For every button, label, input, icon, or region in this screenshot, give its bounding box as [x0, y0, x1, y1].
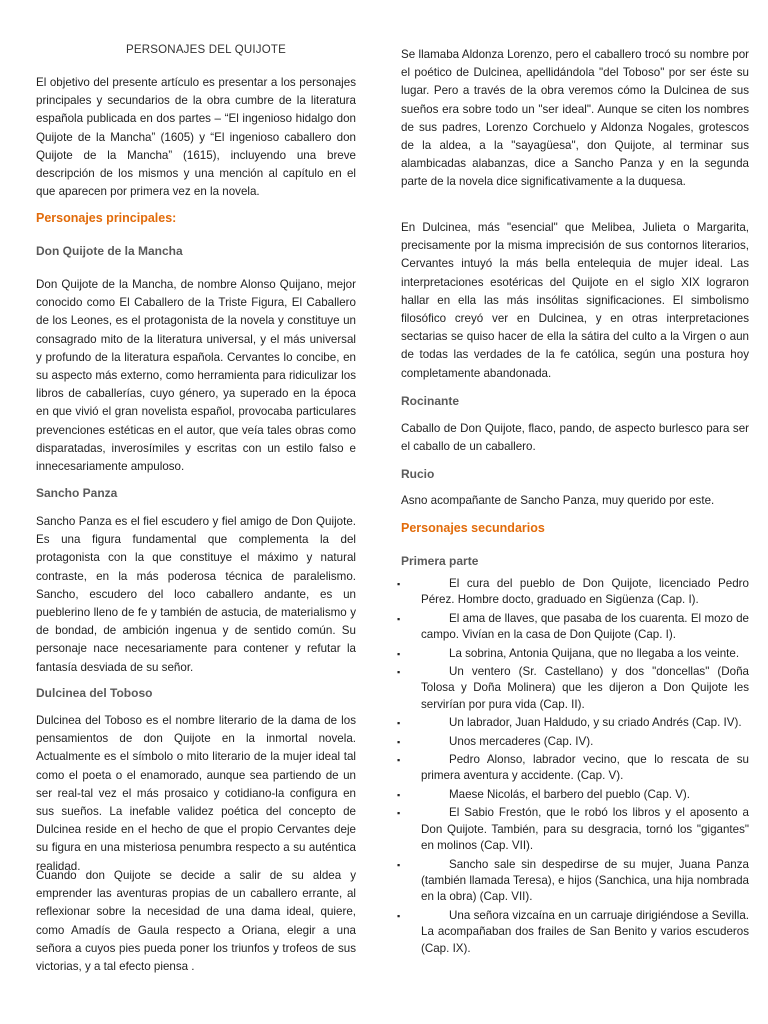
- bullet-icon: ▪: [397, 718, 401, 729]
- dulcinea-paragraph-1: Dulcinea del Toboso es el nombre literario de la dama de los pensamientos de don Quijote en la inmortal novela. Actualmente es el símbolo o mito literario de la mujer ideal tal como el poeta o el enamorado, aunque sea partiendo de un ser real-tal vez el más prosaico y cotidiano-la configura en sus sueños. La inefable validez poética del concepto de Dulcinea reside en el hecho de que el propio Cervantes deje su figura en una misteriosa penumbra respecto a su auténtica realidad.: [36, 714, 356, 873]
- bullet-icon: ▪: [397, 789, 401, 800]
- list-item: ▪ La sobrina, Antonia Quijana, que no llegaba a los veinte.: [401, 646, 749, 662]
- bullet-icon: ▪: [397, 648, 401, 659]
- intro-paragraph: El objetivo del presente artículo es presentar a los personajes principales y secundarios de la obra cumbre de la literatura española publicada en dos partes – “El ingenioso hidalgo don Quijote de la Mancha” (1605) y “El ingenioso caballero don Quijote de la Mancha” (1615), incluyendo una breve descripción de los mismos y una mención al capítulo en el que aparecen por primera vez en la novela.: [36, 76, 356, 199]
- sancho-paragraph: Sancho Panza es el fiel escudero y fiel amigo de Don Quijote. Es una figura fundamental que complementa la del protagonista con la que constituye el máximo y natural contraste, en la más poderosa técnica de paralelismo. Sancho, escudero del loco caballero andante, es un pueblerino lleno de fe y también de astucia, de materialismo y de bondad, de ambición ingenua y de sentido común. Su personaje nace necesariamente para contener y refutar la fantasía desviada de su señor.: [36, 515, 356, 674]
- list-item: ▪ El ama de llaves, que pasaba de los cuarenta. El mozo de campo. Vivían en la casa de Don Quijote (Cap. I).: [397, 611, 749, 642]
- list-item: ▪ Maese Nicolás, el barbero del pueblo (Cap. V).: [401, 787, 749, 803]
- list-item: ▪ El cura del pueblo de Don Quijote, licenciado Pedro Pérez. Hombre docto, graduado en Sigüenza (Cap. I).: [397, 577, 749, 607]
- sancho-heading: Sancho Panza: [36, 486, 118, 500]
- list-item: ▪ El Sabio Frestón, que le robó los libros y el aposento a Don Quijote. También, para su desgracia, tornó los "gigantes" en molinos (Cap. VII).: [397, 806, 749, 853]
- list-item: ▪ Un labrador, Juan Haldudo, y su criado Andrés (Cap. IV).: [401, 715, 749, 731]
- quijote-paragraph: Don Quijote de la Mancha, de nombre Alonso Quijano, mejor conocido como El Caballero de la Triste Figura, El Caballero de los Leones, es el protagonista de la novela y constituye un consagrado mito de la literatura universal, y el más universal y profundo de la literatura española. Cervantes lo concibe, en su aspecto más externo, como herramienta para ridiculizar los libros de caballerías, cuyo género, ya superado en la época en que vivió el gran novelista español, provocaba particulares prevenciones estéticas en el autor, que veía tales obras como disparatadas, inverosímiles y escritas con un estilo falso e innecesariamente ampuloso.: [36, 278, 356, 474]
- list-item: ▪ Sancho sale sin despedirse de su mujer, Juana Panza (también llamada Teresa), e hijos (Sanchica, una hija nombrada en la obra) (Cap. VII).: [397, 857, 749, 904]
- bullet-icon: ▪: [397, 755, 401, 766]
- bullet-icon: ▪: [397, 613, 401, 624]
- dulcinea-paragraph-3: Se llamaba Aldonza Lorenzo, pero el caballero trocó su nombre por el poético de Dulcinea, apellidándola "del Toboso" por ser éste su lugar. Pero a través de la obra veremos cómo la Dulcinea de sus sueños era sobre todo un "ser ideal". Aunque se citen los nombres de sus padres, Lorenzo Corchuelo y Aldonza Nogales, grotescos de la aldea, a la "sayagüesa", don Quijote, al terminar sus alambicadas alabanzas, dice a Sancho Panza y en la segunda parte de la novela dice significativamente a la duquesa.: [401, 48, 749, 189]
- list-item: ▪ Una señora vizcaína en un carruaje dirigiéndose a Sevilla. La acompañaban dos frailes de San Benito y varios escuderos (Cap. IX).: [397, 908, 749, 955]
- dulcinea-heading: Dulcinea del Toboso: [36, 686, 153, 700]
- first-part-heading: Primera parte: [401, 554, 479, 568]
- main-characters-heading: Personajes principales:: [36, 211, 177, 225]
- bullet-icon: ▪: [397, 736, 401, 747]
- dulcinea-paragraph-4: En Dulcinea, más "esencial" que Melibea, Julieta o Margarita, precisamente por la misma imprecisión de sus contornos literarios, Cervantes intuyó la más bella entelequia de mujer ideal. Las interpretaciones esotéricas del Quijote en el siglo XIX lograron hallar en ella las más insólitas significaciones. El simbolismo filosófico creyó ver en Dulcinea, y en otras interpretaciones sectarias se quiso hacer de ella la sátira del culto a la Virgen o aun de todas las verdades de la fe católica, según una postura hoy completamente abandonada.: [401, 221, 749, 380]
- list-item: ▪ Unos mercaderes (Cap. IV).: [401, 734, 749, 750]
- page-title: PERSONAJES DEL QUIJOTE: [126, 44, 286, 56]
- dulcinea-paragraph-2: Cuando don Quijote se decide a salir de su aldea y emprender las aventuras propias de un caballero errante, al reflexionar sobre la necesidad de una dama ideal, quiere, como Amadís de Gaula respecto a Oriana, elegir a una señora a cuyos pies pueda poner los triunfos y trofeos de sus victorias, y a tal efecto piensa .: [36, 869, 356, 974]
- bullet-icon: ▪: [397, 910, 401, 921]
- rucio-heading: Rucio: [401, 467, 435, 481]
- rucio-paragraph: Asno acompañante de Sancho Panza, muy querido por este.: [401, 494, 715, 507]
- secondary-characters-heading: Personajes secundarios: [401, 521, 545, 535]
- list-item: ▪ Pedro Alonso, labrador vecino, que lo rescata de su primera aventura y accidente. (Cap. V).: [397, 753, 749, 783]
- list-item: ▪ Un ventero (Sr. Castellano) y dos "doncellas" (Doña Tolosa y Doña Molinera) que les dijeron a Don Quijote les servirían por pura vida (Cap. II).: [397, 665, 749, 711]
- rocinante-heading: Rocinante: [401, 394, 460, 408]
- bullet-icon: ▪: [397, 859, 401, 870]
- bullet-icon: ▪: [397, 808, 401, 819]
- bullet-icon: ▪: [397, 667, 401, 678]
- rocinante-paragraph: Caballo de Don Quijote, flaco, pando, de aspecto burlesco para ser el caballo de un caballero.: [401, 422, 749, 454]
- bullet-icon: ▪: [397, 579, 401, 589]
- first-part-list: [397, 576, 749, 959]
- quijote-heading: Don Quijote de la Mancha: [36, 244, 183, 258]
